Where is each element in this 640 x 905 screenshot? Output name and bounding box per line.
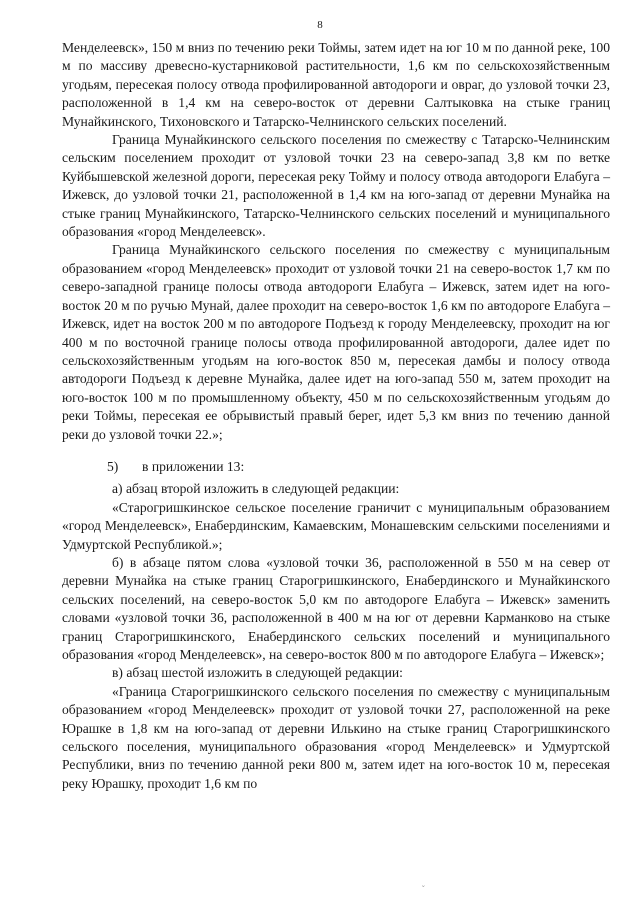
paragraph: «Старогришкинское сельское поселение граничит с муниципальным образованием «город Менделеевск», Енабердинским, Камаевским, Монашевским сельскими поселениями и Удмуртской Республикой.»; (62, 499, 610, 552)
paragraph: Граница Мунайкинского сельского поселения по смежеству с Татарско-Челнинским сельским поселением проходит от узловой точки 23 на северо-запад 3,8 км по ветке Куйбышевской железной дороги, пересекая реку Тойму и полосу отвода автодороги Елабуга – Ижевск, до узловой точки 21, расположенной в 1,4 км на юго-запад от деревни Мунайка на стыке границ Мунайкинского, Татарско-Челнинского сельских поселений и муниципального образования «город Менделеевск». (62, 132, 610, 240)
paragraph: б) в абзаце пятом слова «узловой точки 36, расположенной в 550 м на север от деревни Мунайка на стыке границ Старогришкинского, Енабердинского и Мунайкинского сельских поселений, на северо-восток 5,0 км по автодороге Елабуга – Ижевск» заменить словами «узловой точки 36, расположенной в 400 м на юг от деревни Карманково на стыке границ Старогришкинского, Енабердинского сельских поселений и муниципального образования «город Менделеевск», на северо-восток 800 м по автодороге Елабуга – Ижевск»; (62, 554, 610, 662)
list-item-text: в приложении 13: (142, 458, 245, 474)
paragraph: Менделеевск», 150 м вниз по течению реки Тоймы, затем идет на юг 10 м по данной реке, 100 м по массиву древесно-кустарниковой растительности, 1,6 км по сельскохозяйственным угодьям, пересекая полосу отвода профилированной автодороги и овраг, до узловой точки 23, расположенной в 1,4 км на северо-восток от деревни Салтыковка на стыке границ Мунайкинского, Тихоновского и Татарско-Челнинского сельских поселений. (62, 40, 610, 129)
page-number: 8 (317, 19, 323, 31)
paragraph: «Граница Старогришкинского сельского поселения по смежеству с муниципальным образованием «город Менделеевск» проходит от узловой точки 27, расположенной на реке Юрашке в 1,8 км на юго-запад от деревни Илькино на стыке границ Старогришкинского сельского поселения, муниципального образования «город Менделеевск» и Удмуртской Республики, вниз по течению данной реки 800 м, затем идет на юго-восток 10 м, пересекая реку Юрашку, проходит 1,6 км по (62, 683, 610, 791)
list-item-number: 5) (107, 458, 119, 474)
paragraph: Граница Мунайкинского сельского поселения по смежеству с муниципальным образованием «город Менделеевск» проходит от узловой точки 21 на северо-восток 1,7 км по северо-западной границе полосы отвода автодороги Елабуга – Ижевск, затем идет на юго-восток 20 м по ручью Мунай, далее проходит на северо-восток 1,6 км по автодороге Елабуга – Ижевск, идет на восток 200 м по автодороге Подъезд к городу Менделеевску, проходит на юг 400 м по восточной границе полосы отвода профилированной автодороги, далее идет по сельскохозяйственным угодьям на юго-восток 850 м, пересекая дамбы и полосу отвода автодороги Подъезд к деревне Мунайка, далее идет на юго-запад 550 м, затем проходит на юго-восток 100 м по промышленному объекту, 450 м по сельскохозяйственным угодьям до реки Тоймы, пересекая ее обрывистый правый берег, идет 5,3 км вниз по течению данной реки до узловой точки 22.»; (62, 242, 610, 442)
list-item-5 (62, 458, 610, 476)
document-body (62, 39, 610, 793)
paragraph: в) абзац шестой изложить в следующей редакции: (112, 665, 403, 681)
scan-artifact: ˘ (422, 884, 425, 893)
paragraph: а) абзац второй изложить в следующей редакции: (112, 481, 400, 497)
